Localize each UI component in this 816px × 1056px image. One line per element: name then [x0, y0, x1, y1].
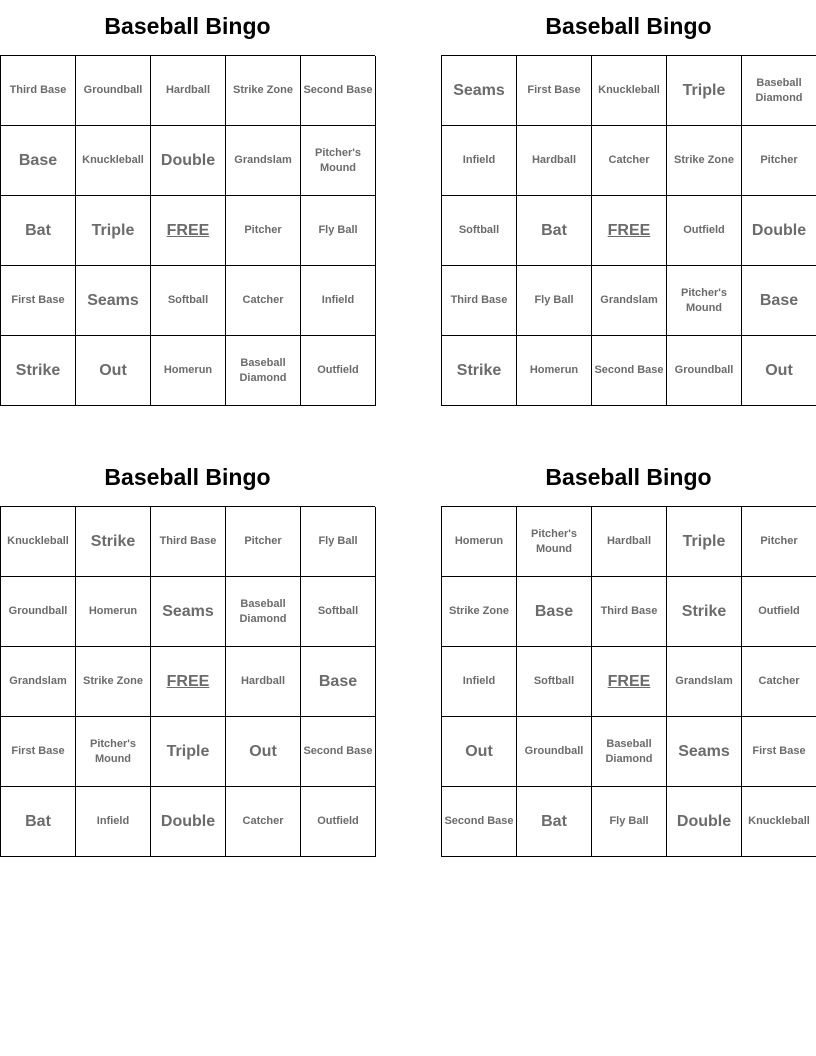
bingo-cell-label: Strike: [456, 361, 502, 379]
bingo-cell-label: Softball: [458, 224, 500, 236]
bingo-cell: [517, 787, 592, 857]
bingo-cell: [301, 56, 376, 126]
bingo-cell-label: Bat: [25, 812, 51, 830]
bingo-cell-label: Infield: [462, 675, 496, 687]
bingo-cell: [592, 717, 667, 787]
bingo-cell-label: Groundball: [83, 84, 143, 96]
bingo-cell: [151, 717, 226, 787]
bingo-cell-label: Seams: [453, 81, 505, 99]
bingo-cell: [667, 647, 742, 717]
free-space-label: FREE: [166, 222, 210, 239]
bingo-cell: [226, 787, 301, 857]
bingo-cell: [742, 717, 816, 787]
bingo-card-3: [0, 451, 375, 857]
bingo-cell-label: Knuckleball: [748, 815, 810, 827]
bingo-cell: [667, 126, 742, 196]
bingo-cell-label: Fly Ball: [534, 294, 574, 306]
bingo-cell: [742, 647, 816, 717]
bingo-cell: [517, 126, 592, 196]
bingo-cell-label: Triple: [682, 81, 726, 99]
bingo-cell-label: Baseball Diamond: [239, 597, 287, 625]
bingo-cell: [1, 647, 76, 717]
bingo-cell: [442, 507, 517, 577]
bingo-cell: [517, 717, 592, 787]
bingo-cell-label: Strike Zone: [83, 675, 143, 687]
free-space-cell: [592, 647, 667, 717]
bingo-card-4: [441, 451, 816, 857]
bingo-cell: [226, 266, 301, 336]
bingo-cell: [151, 577, 226, 647]
bingo-cell: [1, 507, 76, 577]
bingo-cell: [226, 336, 301, 406]
bingo-cell: [442, 577, 517, 647]
bingo-cell-label: Baseball Diamond: [239, 356, 287, 384]
bingo-cell: [301, 336, 376, 406]
bingo-cell-label: Grandslam: [600, 294, 658, 306]
bingo-cell-label: First Base: [752, 745, 806, 757]
bingo-cell: [301, 507, 376, 577]
bingo-cell-label: Out: [765, 361, 793, 379]
bingo-cell-label: Knuckleball: [82, 154, 144, 166]
bingo-cell: [442, 647, 517, 717]
bingo-cell-label: Second Base: [303, 84, 373, 96]
bingo-cell: [442, 126, 517, 196]
bingo-cell: [76, 126, 151, 196]
bingo-cell: [76, 577, 151, 647]
bingo-cell-label: First Base: [527, 84, 581, 96]
free-space-cell: [151, 647, 226, 717]
bingo-cell-label: Homerun: [163, 364, 213, 376]
bingo-cell-label: Pitcher: [244, 535, 282, 547]
bingo-cell: [301, 126, 376, 196]
bingo-cell-label: Double: [160, 812, 216, 830]
card-title: Baseball Bingo: [104, 464, 271, 490]
bingo-cell: [517, 507, 592, 577]
bingo-cell: [226, 717, 301, 787]
bingo-cell-label: Base: [318, 672, 358, 690]
bingo-cell-label: Groundball: [524, 745, 584, 757]
bingo-cell-label: Hardball: [165, 84, 210, 96]
bingo-cell: [301, 266, 376, 336]
bingo-card-2: [441, 0, 816, 406]
bingo-cell: [592, 577, 667, 647]
free-space-label: FREE: [607, 222, 651, 239]
bingo-cell-label: Knuckleball: [598, 84, 660, 96]
bingo-cell: [742, 336, 816, 406]
bingo-cell: [442, 196, 517, 266]
free-space-cell: [151, 196, 226, 266]
bingo-cell-label: Out: [465, 742, 493, 760]
bingo-cell-label: Infield: [321, 294, 355, 306]
bingo-cell-label: Infield: [96, 815, 130, 827]
bingo-cell: [151, 126, 226, 196]
bingo-cell-label: Double: [676, 812, 732, 830]
bingo-cell-label: Bat: [541, 221, 567, 239]
bingo-cell: [517, 196, 592, 266]
bingo-cell: [742, 196, 816, 266]
bingo-cell-label: Baseball Diamond: [755, 76, 803, 104]
bingo-cell-label: Double: [751, 221, 807, 239]
free-space-label: FREE: [166, 673, 210, 690]
bingo-cell: [301, 577, 376, 647]
bingo-cell-label: Pitcher: [244, 224, 282, 236]
bingo-cell: [76, 787, 151, 857]
bingo-cell-label: Knuckleball: [7, 535, 69, 547]
bingo-cell: [742, 507, 816, 577]
bingo-cell-label: Strike: [90, 532, 136, 550]
bingo-cell-label: Base: [18, 151, 58, 169]
bingo-grid: [0, 55, 375, 406]
bingo-cell-label: Grandslam: [9, 675, 67, 687]
bingo-cell-label: Second Base: [444, 815, 514, 827]
bingo-cell-label: Out: [249, 742, 277, 760]
bingo-cell: [76, 196, 151, 266]
bingo-cell: [1, 196, 76, 266]
bingo-cell-label: Catcher: [242, 294, 284, 306]
bingo-cell-label: Base: [759, 291, 799, 309]
bingo-cell: [442, 56, 517, 126]
bingo-cell-label: Softball: [317, 605, 359, 617]
bingo-cell: [1, 577, 76, 647]
bingo-cell-label: Second Base: [303, 745, 373, 757]
bingo-cell-label: Pitcher: [760, 154, 798, 166]
bingo-cell: [667, 56, 742, 126]
bingo-cell: [742, 126, 816, 196]
bingo-cell: [592, 56, 667, 126]
bingo-cell: [442, 787, 517, 857]
bingo-cell-label: Hardball: [531, 154, 576, 166]
bingo-cell-label: Outfield: [683, 224, 725, 236]
bingo-card-1: [0, 0, 375, 406]
bingo-cell: [76, 336, 151, 406]
bingo-cell-label: Triple: [166, 742, 210, 760]
bingo-cell-label: Strike: [681, 602, 727, 620]
bingo-cell: [301, 647, 376, 717]
bingo-cell: [226, 126, 301, 196]
bingo-cell-label: Triple: [91, 221, 135, 239]
bingo-cell: [1, 787, 76, 857]
bingo-cell-label: Outfield: [758, 605, 800, 617]
bingo-cell-label: Strike Zone: [449, 605, 509, 617]
bingo-cell: [667, 196, 742, 266]
bingo-cell-label: Pitcher's Mound: [530, 527, 578, 555]
bingo-cell: [226, 56, 301, 126]
bingo-cell: [76, 717, 151, 787]
bingo-cell-label: Pitcher's Mound: [680, 286, 728, 314]
bingo-cell-label: Fly Ball: [318, 224, 358, 236]
bingo-cell-label: Strike Zone: [674, 154, 734, 166]
bingo-cell: [592, 336, 667, 406]
bingo-cell-label: Grandslam: [234, 154, 292, 166]
bingo-cell-label: Seams: [87, 291, 139, 309]
bingo-cell: [151, 266, 226, 336]
bingo-cell: [151, 336, 226, 406]
bingo-cell-label: Out: [99, 361, 127, 379]
bingo-cell-label: Strike: [15, 361, 61, 379]
bingo-cell-label: Baseball Diamond: [605, 737, 653, 765]
free-space-cell: [592, 196, 667, 266]
bingo-cell: [301, 717, 376, 787]
bingo-cell: [226, 647, 301, 717]
bingo-cell-label: Third Base: [600, 605, 658, 617]
bingo-cell: [442, 717, 517, 787]
bingo-cell-label: Outfield: [317, 364, 359, 376]
bingo-cell-label: Seams: [162, 602, 214, 620]
bingo-cell-label: Catcher: [242, 815, 284, 827]
bingo-cell: [667, 717, 742, 787]
free-space-label: FREE: [607, 673, 651, 690]
card-title: Baseball Bingo: [545, 13, 712, 39]
bingo-cell: [742, 56, 816, 126]
bingo-cell: [667, 266, 742, 336]
bingo-cell-label: Pitcher's Mound: [314, 146, 362, 174]
bingo-cell: [226, 507, 301, 577]
bingo-cell: [667, 336, 742, 406]
bingo-cell: [1, 56, 76, 126]
bingo-cell-label: Outfield: [317, 815, 359, 827]
bingo-cell-label: Softball: [167, 294, 209, 306]
card-title: Baseball Bingo: [104, 13, 271, 39]
bingo-cell-label: Fly Ball: [318, 535, 358, 547]
bingo-cell-label: Grandslam: [675, 675, 733, 687]
bingo-cell: [517, 577, 592, 647]
bingo-cell: [76, 56, 151, 126]
bingo-cell: [742, 577, 816, 647]
bingo-cell-label: Homerun: [88, 605, 138, 617]
bingo-cell-label: Seams: [678, 742, 730, 760]
bingo-cell-label: Double: [160, 151, 216, 169]
bingo-cell-label: Softball: [533, 675, 575, 687]
bingo-cell: [76, 507, 151, 577]
bingo-cell-label: Infield: [462, 154, 496, 166]
bingo-cell: [226, 577, 301, 647]
bingo-cell-label: Third Base: [159, 535, 217, 547]
bingo-cell: [667, 507, 742, 577]
bingo-cell: [592, 126, 667, 196]
bingo-cell-label: Third Base: [9, 84, 67, 96]
bingo-cell: [76, 266, 151, 336]
bingo-grid: [0, 506, 375, 857]
bingo-cell: [151, 56, 226, 126]
bingo-cell: [1, 126, 76, 196]
bingo-cell: [226, 196, 301, 266]
bingo-cell-label: Fly Ball: [609, 815, 649, 827]
bingo-cell: [1, 717, 76, 787]
bingo-cell: [517, 336, 592, 406]
bingo-cell-label: Homerun: [454, 535, 504, 547]
bingo-cell-label: Pitcher: [760, 535, 798, 547]
bingo-cell-label: Pitcher's Mound: [89, 737, 137, 765]
bingo-cell-label: Base: [534, 602, 574, 620]
bingo-cell-label: Catcher: [758, 675, 800, 687]
bingo-cell: [517, 56, 592, 126]
card-title: Baseball Bingo: [545, 464, 712, 490]
bingo-cell: [1, 266, 76, 336]
bingo-cell: [76, 647, 151, 717]
bingo-cell-label: Groundball: [8, 605, 68, 617]
bingo-cell-label: First Base: [11, 294, 65, 306]
bingo-cell: [151, 787, 226, 857]
bingo-cell-label: Hardball: [606, 535, 651, 547]
bingo-cell-label: Strike Zone: [233, 84, 293, 96]
bingo-cell: [1, 336, 76, 406]
bingo-cell-label: Groundball: [674, 364, 734, 376]
bingo-cell-label: First Base: [11, 745, 65, 757]
bingo-cell: [667, 577, 742, 647]
bingo-cell-label: Bat: [541, 812, 567, 830]
bingo-cell: [442, 336, 517, 406]
bingo-cell: [151, 507, 226, 577]
bingo-cell-label: Homerun: [529, 364, 579, 376]
bingo-cell-label: Third Base: [450, 294, 508, 306]
bingo-cell-label: Second Base: [594, 364, 664, 376]
bingo-cell: [592, 266, 667, 336]
bingo-cell: [301, 196, 376, 266]
bingo-cell: [742, 266, 816, 336]
bingo-cell: [667, 787, 742, 857]
bingo-cell: [592, 787, 667, 857]
bingo-cell: [592, 507, 667, 577]
bingo-cell: [517, 647, 592, 717]
bingo-grid: [441, 506, 816, 857]
bingo-cell: [517, 266, 592, 336]
bingo-cell-label: Hardball: [240, 675, 285, 687]
bingo-cell-label: Catcher: [608, 154, 650, 166]
bingo-cell: [742, 787, 816, 857]
bingo-grid: [441, 55, 816, 406]
bingo-cell: [442, 266, 517, 336]
bingo-cell: [301, 787, 376, 857]
bingo-cell-label: Bat: [25, 221, 51, 239]
bingo-cell-label: Triple: [682, 532, 726, 550]
